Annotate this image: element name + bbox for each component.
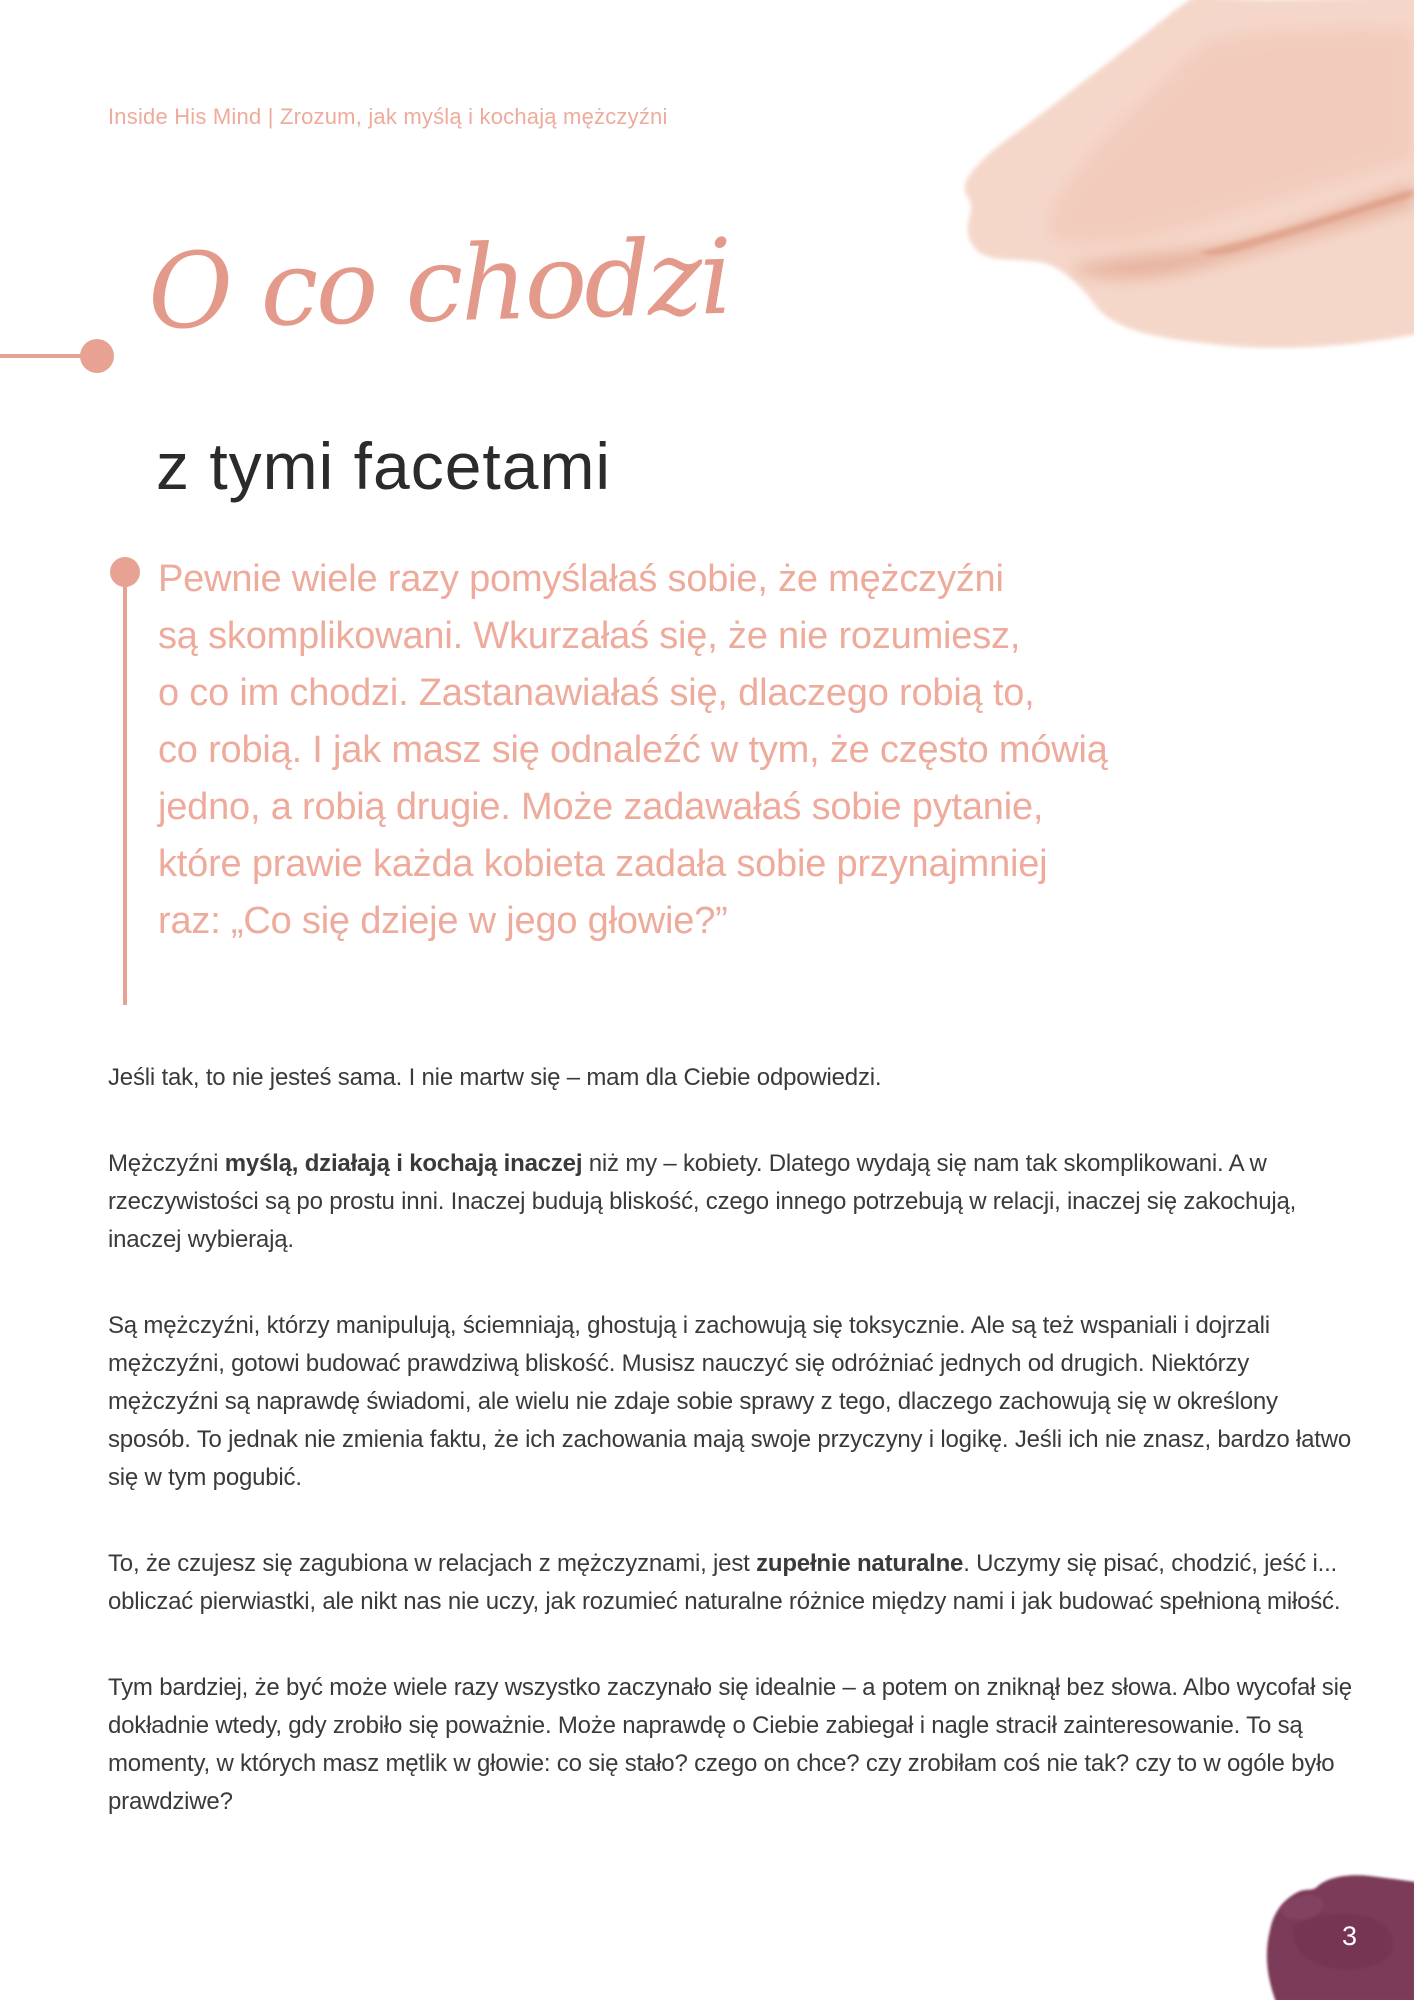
body-segment-bold: zupełnie naturalne (756, 1550, 964, 1577)
body-paragraph (108, 1545, 1360, 1621)
body-segment: Tym bardziej, że być może wiele razy wszystko zaczynało się idealnie – a potem on zniknął bez słowa. Albo wycofał się dokładnie wtedy, gdy zrobiło się poważnie. Może naprawdę o Ciebie zabiegał i nagle stracił zainteresowanie. To są momenty, w których masz mętlik w głowie: co się stało? czego on chce? czy zrobiłam coś nie tak? czy to w ogóle było prawdziwe? (108, 1674, 1352, 1815)
body-segment: niż my – kobiety. Dlatego wydają się nam tak skomplikowani. A w rzeczywistości są po prostu inni. Inaczej budują bliskość, czego innego potrzebują w relacji, inaczej się zakochują, inaczej wybierają. (108, 1150, 1297, 1253)
body-segment: Mężczyźni (108, 1150, 225, 1177)
chapter-script-title: O co chodzi (146, 215, 732, 353)
intro-marker-dot-icon (110, 557, 140, 587)
intro-line: co robią. I jak masz się odnaleźć w tym, że często mówią (158, 729, 1108, 771)
body-segment: Jeśli tak, to nie jesteś sama. I nie martw się – mam dla Ciebie odpowiedzi. (108, 1064, 882, 1091)
watercolor-blob-icon (1246, 1866, 1414, 2000)
body-paragraph (108, 1669, 1360, 1821)
body-text (108, 1059, 1360, 1869)
page-number: 3 (1342, 1921, 1358, 1951)
chapter-marker-line (0, 354, 81, 358)
body-segment-bold: myślą, działają i kochają inaczej (224, 1150, 583, 1177)
intro-line: o co im chodzi. Zastanawiałaś się, dlaczego robią to, (158, 672, 1035, 714)
body-paragraph (108, 1059, 1360, 1097)
watercolor-splash-icon (949, 0, 1414, 350)
body-segment: To, że czujesz się zagubiona w relacjach z mężczyznami, jest (108, 1550, 757, 1577)
intro-paragraph (158, 551, 1108, 950)
intro-line: są skomplikowani. Wkurzałaś się, że nie rozumiesz, (158, 615, 1021, 657)
intro-marker-line (123, 586, 127, 1005)
intro-line: jedno, a robią drugie. Może zadawałaś sobie pytanie, (158, 786, 1044, 828)
intro-line: Pewnie wiele razy pomyślałaś sobie, że mężczyźni (158, 558, 1004, 600)
chapter-subtitle: z tymi facetami (156, 429, 612, 503)
intro-line: które prawie każda kobieta zadała sobie przynajmniej (158, 843, 1048, 885)
body-segment: . Uczymy się pisać, chodzić, jeść i... obliczać pierwiastki, ale nikt nas nie uczy, jak rozumieć naturalne różnice między nami i jak budować spełnioną miłość. (108, 1550, 1341, 1615)
running-header: Inside His Mind | Zrozum, jak myślą i kochają mężczyźni (108, 104, 668, 129)
chapter-marker-dot-icon (80, 339, 114, 373)
body-segment: Są mężczyźni, którzy manipulują, ściemniają, ghostują i zachowują się toksycznie. Ale są też wspaniali i dojrzali mężczyźni, gotowi budować prawdziwą bliskość. Musisz nauczyć się odróżniać jednych od drugich. Niektórzy mężczyźni są naprawdę świadomi, ale wielu nie zdaje sobie sprawy z tego, dlaczego zachowują się w określony sposób. To jednak nie zmienia faktu, że ich zachowania mają swoje przyczyny i logikę. Jeśli ich nie znasz, bardzo łatwo się w tym pogubić. (108, 1312, 1352, 1491)
body-paragraph (108, 1307, 1360, 1497)
body-paragraph (108, 1145, 1360, 1259)
intro-line: raz: „Co się dzieje w jego głowie?” (158, 900, 728, 942)
